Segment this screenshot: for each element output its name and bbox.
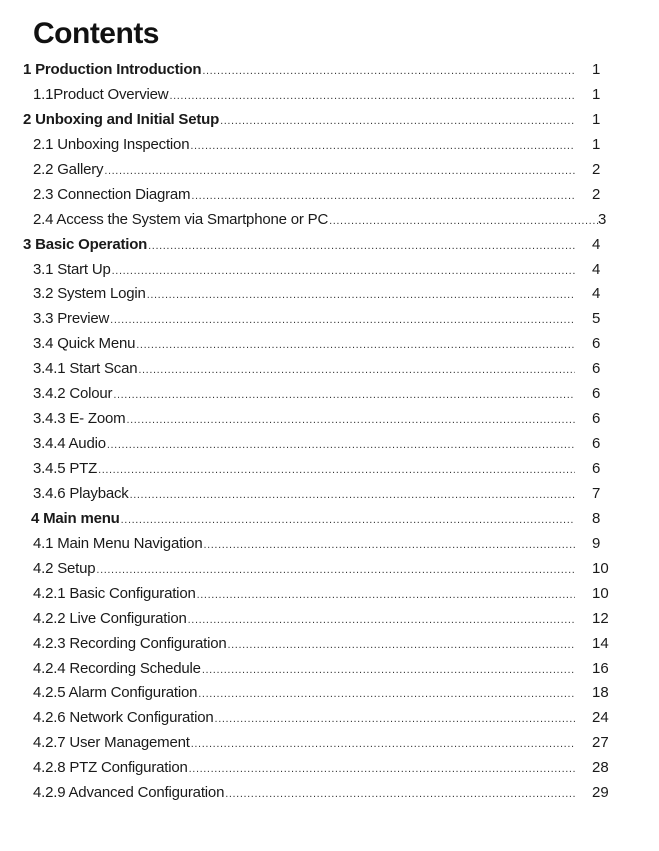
toc-entry-title: 1.1Product Overview (33, 85, 169, 103)
toc-page-number: 1 (592, 85, 601, 103)
toc-entry[interactable] (0, 607, 659, 632)
toc-entry-heading (0, 108, 575, 134)
toc-entry-title: 3.4.3 E- Zoom (33, 410, 126, 428)
toc-dot-leader (169, 84, 575, 109)
toc-entry[interactable] (0, 307, 659, 332)
toc-dot-leader (147, 283, 575, 308)
toc-entry[interactable] (0, 382, 659, 407)
toc-page-number: 29 (592, 784, 609, 802)
toc-page-number: 4 (592, 235, 601, 253)
toc-entry-title: 3 Basic Operation (23, 235, 148, 253)
toc-entry-title: 2 Unboxing and Initial Setup (23, 110, 220, 128)
toc-entry[interactable] (0, 706, 659, 731)
toc-entry[interactable] (0, 282, 659, 307)
toc-entry-heading (0, 482, 575, 508)
table-of-contents (0, 58, 659, 806)
toc-dot-leader (138, 358, 575, 383)
toc-entry[interactable] (0, 183, 659, 208)
toc-page-number: 8 (592, 509, 601, 527)
toc-entry[interactable] (0, 158, 659, 183)
toc-dot-leader (126, 408, 575, 433)
toc-entry-heading (0, 781, 575, 807)
toc-page-number: 1 (592, 110, 601, 128)
toc-entry[interactable] (0, 657, 659, 682)
toc-dot-leader (191, 184, 575, 209)
toc-entry[interactable] (0, 407, 659, 432)
toc-entry-heading (0, 432, 575, 458)
toc-dot-leader (190, 134, 575, 159)
toc-page-number: 14 (592, 634, 609, 652)
toc-dot-leader (202, 658, 575, 683)
toc-entry[interactable] (0, 457, 659, 482)
toc-entry[interactable] (0, 557, 659, 582)
toc-entry-title: 3.1 Start Up (33, 260, 111, 278)
toc-entry-heading (0, 582, 575, 608)
toc-entry[interactable] (0, 756, 659, 781)
toc-dot-leader (104, 159, 575, 184)
toc-entry-heading (0, 731, 575, 757)
toc-page-number: 4 (592, 285, 601, 303)
toc-page-number: 6 (592, 360, 601, 378)
toc-entry[interactable] (0, 233, 659, 258)
page-title: Contents (33, 17, 159, 50)
toc-dot-leader (113, 383, 575, 408)
toc-entry-heading (0, 706, 575, 732)
toc-entry[interactable] (0, 432, 659, 457)
toc-entry-title: 2.2 Gallery (33, 160, 104, 178)
toc-dot-leader (148, 234, 575, 259)
toc-entry-heading (0, 133, 575, 159)
toc-entry-heading (0, 407, 575, 433)
toc-entry-heading (0, 657, 575, 683)
toc-entry-title: 4.2.3 Recording Configuration (33, 634, 227, 652)
toc-page-number: 18 (592, 684, 609, 702)
toc-entry-title: 3.3 Preview (33, 310, 110, 328)
toc-dot-leader (220, 109, 575, 134)
toc-entry[interactable] (0, 781, 659, 806)
toc-entry[interactable] (0, 632, 659, 657)
toc-page-number: 6 (592, 385, 601, 403)
toc-page-number: 1 (592, 61, 601, 78)
toc-entry-heading (0, 632, 575, 658)
toc-entry-title: 3.2 System Login (33, 285, 146, 303)
toc-dot-leader (329, 209, 600, 234)
toc-entry-title: 2.4 Access the System via Smartphone or PC (33, 210, 329, 228)
toc-page-number: 27 (592, 734, 609, 752)
toc-entry-title: 3.4.2 Colour (33, 385, 113, 403)
toc-page-number: 2 (592, 160, 601, 178)
toc-entry-title: 2.3 Connection Diagram (33, 185, 191, 203)
toc-entry-title: 3.4 Quick Menu (33, 335, 136, 353)
toc-page-number: 6 (592, 410, 601, 428)
toc-entry[interactable] (0, 58, 659, 83)
toc-entry-title: 4.2.8 PTZ Configuration (33, 759, 188, 777)
toc-page-number: 9 (592, 534, 601, 552)
toc-entry-title: 3.4.5 PTZ (33, 460, 98, 477)
toc-entry-heading (0, 532, 575, 558)
toc-dot-leader (110, 308, 575, 333)
toc-entry[interactable] (0, 582, 659, 607)
toc-entry-title: 3.4.4 Audio (33, 435, 106, 453)
toc-entry-heading (0, 158, 575, 184)
toc-dot-leader (225, 782, 575, 807)
toc-dot-leader (130, 483, 575, 508)
toc-entry-heading (0, 382, 575, 408)
toc-page-number: 12 (592, 609, 609, 627)
toc-entry[interactable] (0, 133, 659, 158)
toc-page-number: 2 (592, 185, 601, 203)
toc-dot-leader (121, 508, 575, 533)
toc-dot-leader (112, 259, 575, 284)
toc-entry[interactable] (0, 208, 659, 233)
toc-dot-leader (203, 533, 575, 558)
toc-page-number: 4 (592, 260, 601, 278)
toc-page-number: 3 (598, 210, 607, 228)
toc-entry[interactable] (0, 532, 659, 557)
toc-page-number: 28 (592, 759, 609, 777)
toc-entry[interactable] (0, 507, 659, 532)
toc-page-number: 1 (592, 135, 601, 153)
toc-page-number: 6 (592, 460, 601, 477)
toc-dot-leader (189, 757, 575, 782)
toc-dot-leader (228, 633, 576, 658)
toc-entry-title: 4.2.9 Advanced Configuration (33, 784, 225, 802)
toc-entry-heading (0, 756, 575, 782)
toc-entry-heading (0, 681, 575, 707)
toc-entry-title: 4.2 Setup (33, 559, 96, 577)
toc-entry[interactable] (0, 357, 659, 382)
toc-entry-heading (0, 332, 575, 358)
toc-entry-heading (0, 208, 600, 234)
toc-page-number: 6 (592, 435, 601, 453)
toc-dot-leader (136, 333, 575, 358)
toc-entry-title: 4.2.4 Recording Schedule (33, 659, 201, 677)
toc-page-number: 10 (592, 584, 609, 602)
toc-page-number: 5 (592, 310, 601, 328)
toc-entry[interactable] (0, 332, 659, 357)
toc-entry[interactable] (0, 681, 659, 706)
toc-dot-leader (191, 732, 575, 757)
toc-entry-heading (0, 607, 575, 633)
toc-dot-leader (202, 59, 575, 84)
toc-dot-leader (188, 608, 575, 633)
toc-entry-title: 4.2.5 Alarm Configuration (33, 684, 198, 702)
toc-page-number: 7 (592, 484, 601, 502)
toc-entry-heading (0, 457, 575, 483)
toc-page-number: 6 (592, 335, 601, 353)
toc-dot-leader (98, 458, 575, 483)
toc-entry-heading (0, 233, 575, 259)
toc-entry-title: 3.4.1 Start Scan (33, 360, 138, 378)
toc-entry-heading (0, 58, 575, 84)
toc-entry-title: 2.1 Unboxing Inspection (33, 135, 190, 153)
toc-entry[interactable] (0, 108, 659, 133)
toc-entry-title: 4.2.7 User Management (33, 734, 190, 752)
toc-entry-heading (0, 282, 575, 308)
toc-entry-title: 4.2.2 Live Configuration (33, 609, 187, 627)
toc-entry-title: 4.2.6 Network Configuration (33, 709, 214, 727)
toc-entry-heading (0, 83, 575, 109)
toc-entry-heading (0, 557, 575, 583)
toc-entry[interactable] (0, 83, 659, 108)
toc-dot-leader (198, 682, 575, 707)
toc-entry-heading (0, 258, 575, 284)
toc-entry[interactable] (0, 258, 659, 283)
toc-entry-title: 4.1 Main Menu Navigation (33, 534, 203, 552)
toc-page-number: 10 (592, 559, 609, 577)
toc-entry-title: 4.2.1 Basic Configuration (33, 584, 196, 602)
toc-entry-heading (0, 307, 575, 333)
toc-page-number: 16 (592, 659, 609, 677)
toc-dot-leader (96, 558, 575, 583)
toc-entry-title: 1 Production Introduction (23, 61, 202, 78)
toc-entry-title: 3.4.6 Playback (33, 484, 129, 502)
toc-entry-heading (0, 357, 575, 383)
toc-entry[interactable] (0, 731, 659, 756)
toc-entry-heading (0, 183, 575, 209)
toc-dot-leader (107, 433, 575, 458)
toc-entry[interactable] (0, 482, 659, 507)
toc-entry-title: 4 Main menu (31, 509, 120, 527)
toc-dot-leader (197, 583, 575, 608)
toc-dot-leader (215, 707, 575, 732)
toc-page-number: 24 (592, 709, 609, 727)
toc-entry-heading (0, 507, 575, 533)
